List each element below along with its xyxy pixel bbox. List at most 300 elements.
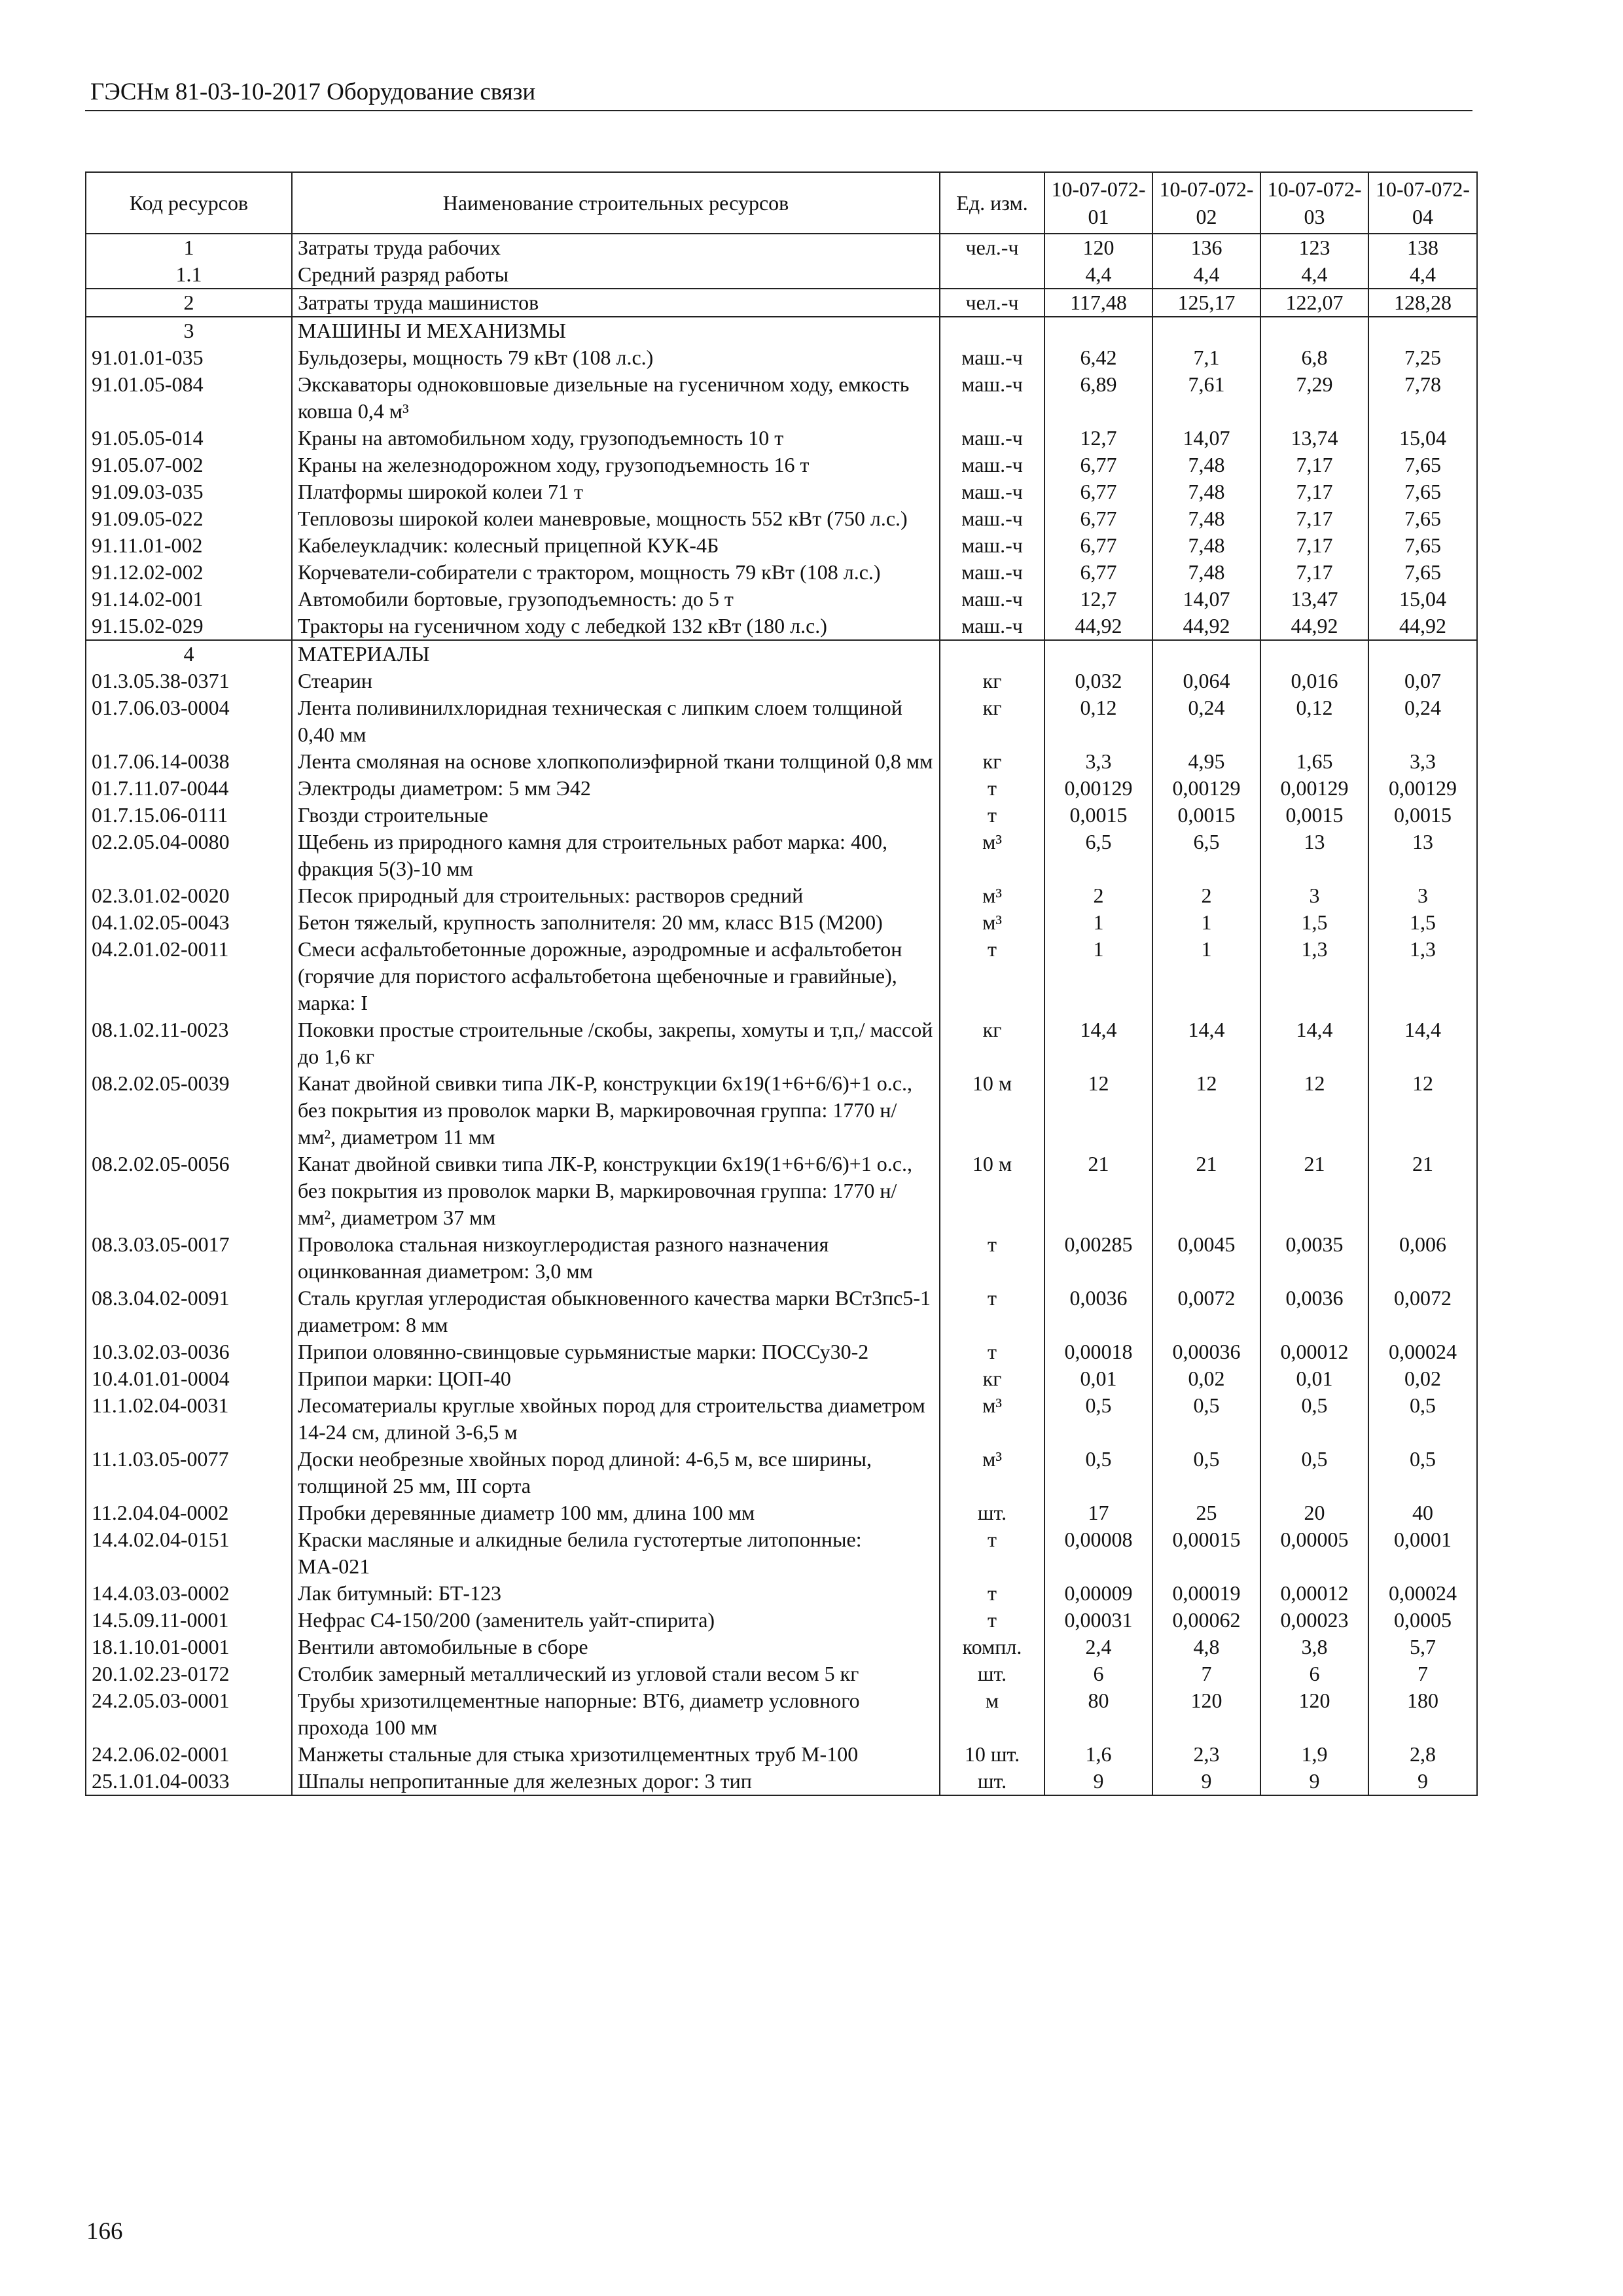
table-row [86,1392,1477,1446]
table-row [86,505,1477,532]
resource-code: 08.2.02.05-0039 [86,1070,292,1151]
table-row [86,1580,1477,1607]
table-row [86,1634,1477,1660]
resource-code: 14.5.09.11-0001 [86,1607,292,1634]
table-row [86,1499,1477,1526]
resource-code: 3 [86,317,292,344]
resource-name: Канат двойной свивки типа ЛК-Р, конструкции 6х19(1+6+6/6)+1 о.с., без покрытия из проволок марки В, маркировочная группа: 1770 н/мм², диаметром 11 мм [292,1070,940,1151]
resource-code: 08.1.02.11-0023 [86,1016,292,1070]
resource-name: Лесоматериалы круглые хвойных пород для строительства диаметром 14-24 см, длиной 3-6,5 м [292,1392,940,1446]
table-row [86,1446,1477,1499]
resource-value-1: 6 [1044,1660,1152,1687]
table-row [86,1285,1477,1338]
resource-value-3: 0,00129 [1260,775,1368,802]
header-name: Наименование строительных ресурсов [292,172,940,234]
resource-value-1 [1044,317,1152,344]
resource-name: Манжеты стальные для стыка хризотилцементных труб М-100 [292,1741,940,1768]
resource-name: Корчеватели-собиратели с трактором, мощность 79 кВт (108 л.с.) [292,559,940,586]
resource-value-4: 180 [1368,1687,1477,1741]
resource-value-1: 0,00031 [1044,1607,1152,1634]
resource-code: 4 [86,640,292,668]
resource-code: 04.2.01.02-0011 [86,936,292,1016]
resource-value-4: 7,65 [1368,505,1477,532]
resource-unit: м³ [940,882,1044,909]
resource-value-4: 0,006 [1368,1231,1477,1285]
resource-value-1: 0,01 [1044,1365,1152,1392]
resource-value-4: 0,0001 [1368,1526,1477,1580]
resource-name: Затраты труда рабочих [292,234,940,261]
resource-value-2: 136 [1152,234,1260,261]
resource-unit: кг [940,748,1044,775]
table-row [86,1607,1477,1634]
resource-value-2: 2 [1152,882,1260,909]
resource-code: 01.7.06.03-0004 [86,694,292,748]
resource-name: Гвозди строительные [292,802,940,829]
resource-name: Краски масляные и алкидные белила густотертые литопонные: МА-021 [292,1526,940,1580]
resource-code: 01.7.11.07-0044 [86,775,292,802]
resource-unit: 10 м [940,1070,1044,1151]
resource-value-2: 0,24 [1152,694,1260,748]
resource-value-1: 0,5 [1044,1446,1152,1499]
resource-code: 91.09.05-022 [86,505,292,532]
resource-unit: шт. [940,1768,1044,1795]
resource-unit: т [940,1580,1044,1607]
resource-unit: кг [940,668,1044,694]
table-row [86,1526,1477,1580]
table-row [86,775,1477,802]
resource-unit: маш.-ч [940,425,1044,452]
resource-code: 91.05.07-002 [86,452,292,478]
resource-value-2: 0,0045 [1152,1231,1260,1285]
table-row [86,1151,1477,1231]
resource-value-3: 0,00023 [1260,1607,1368,1634]
resource-value-3: 0,0036 [1260,1285,1368,1338]
resource-value-4: 15,04 [1368,425,1477,452]
resource-value-3: 0,5 [1260,1392,1368,1446]
resource-unit: м³ [940,909,1044,936]
resource-code: 25.1.01.04-0033 [86,1768,292,1795]
resource-unit: компл. [940,1634,1044,1660]
resource-value-2: 120 [1152,1687,1260,1741]
resource-name: Пробки деревянные диаметр 100 мм, длина 100 мм [292,1499,940,1526]
resource-code: 18.1.10.01-0001 [86,1634,292,1660]
resource-value-3: 0,5 [1260,1446,1368,1499]
resource-value-3: 0,0035 [1260,1231,1368,1285]
table-header-row [86,172,1477,234]
resource-value-1: 0,0015 [1044,802,1152,829]
resource-unit: т [940,1338,1044,1365]
resource-value-2: 7,48 [1152,505,1260,532]
resource-code: 11.1.02.04-0031 [86,1392,292,1446]
resource-code: 2 [86,289,292,317]
resource-value-1: 6,77 [1044,478,1152,505]
resource-value-1: 12,7 [1044,586,1152,613]
resource-value-3: 20 [1260,1499,1368,1526]
resource-value-4: 5,7 [1368,1634,1477,1660]
resource-value-3: 13,74 [1260,425,1368,452]
resource-unit: маш.-ч [940,505,1044,532]
resource-code: 91.01.05-084 [86,371,292,425]
resource-value-4: 7,65 [1368,532,1477,559]
resource-value-2: 14,4 [1152,1016,1260,1070]
resource-value-4: 7,65 [1368,452,1477,478]
resource-value-4: 44,92 [1368,613,1477,640]
resource-value-2: 0,02 [1152,1365,1260,1392]
resource-value-1: 0,00285 [1044,1231,1152,1285]
resource-value-4: 7,25 [1368,344,1477,371]
resource-value-3: 13 [1260,829,1368,882]
resource-unit: маш.-ч [940,559,1044,586]
table-row [86,1338,1477,1365]
resource-value-4: 1,5 [1368,909,1477,936]
resource-value-1: 12,7 [1044,425,1152,452]
resource-value-3: 12 [1260,1070,1368,1151]
resource-name: Шпалы непропитанные для железных дорог: 3 тип [292,1768,940,1795]
resource-value-2 [1152,640,1260,668]
resource-value-2: 6,5 [1152,829,1260,882]
resource-unit: маш.-ч [940,586,1044,613]
resource-value-1: 6,89 [1044,371,1152,425]
resource-value-4: 12 [1368,1070,1477,1151]
resource-value-1: 6,77 [1044,452,1152,478]
resource-value-2: 0,00015 [1152,1526,1260,1580]
resource-name: Сталь круглая углеродистая обыкновенного качества марки ВСт3пс5-1 диаметром: 8 мм [292,1285,940,1338]
resource-value-4: 7,65 [1368,559,1477,586]
resource-value-1: 17 [1044,1499,1152,1526]
resource-value-3: 14,4 [1260,1016,1368,1070]
table-row [86,1016,1477,1070]
table-row [86,478,1477,505]
resource-code: 11.1.03.05-0077 [86,1446,292,1499]
table-row [86,1768,1477,1795]
resource-value-4: 0,5 [1368,1446,1477,1499]
resource-value-2: 0,00019 [1152,1580,1260,1607]
resource-value-2: 0,00062 [1152,1607,1260,1634]
resource-name: Смеси асфальтобетонные дорожные, аэродромные и асфальтобетон (горячие для пористого асфальтобетона щебеночные и гравийные), марка: I [292,936,940,1016]
resource-unit: м³ [940,1392,1044,1446]
resource-unit: маш.-ч [940,478,1044,505]
resource-value-2: 0,5 [1152,1392,1260,1446]
resource-name: Автомобили бортовые, грузоподъемность: до 5 т [292,586,940,613]
table-row [86,1687,1477,1741]
resource-name: Стеарин [292,668,940,694]
page-number: 166 [86,2218,123,2245]
table-row [86,234,1477,261]
resource-name: Лак битумный: БТ-123 [292,1580,940,1607]
resource-value-2 [1152,317,1260,344]
resource-value-1: 44,92 [1044,613,1152,640]
resource-code: 24.2.06.02-0001 [86,1741,292,1768]
resource-code: 91.11.01-002 [86,532,292,559]
resource-unit: маш.-ч [940,344,1044,371]
resource-unit: чел.-ч [940,234,1044,261]
table-row [86,640,1477,668]
resource-name: Вентили автомобильные в сборе [292,1634,940,1660]
resource-value-3: 6 [1260,1660,1368,1687]
table-row [86,452,1477,478]
resource-value-4: 7,65 [1368,478,1477,505]
resource-value-2: 4,95 [1152,748,1260,775]
table-row [86,289,1477,317]
resource-code: 08.2.02.05-0056 [86,1151,292,1231]
resource-code: 01.7.06.14-0038 [86,748,292,775]
resource-code: 02.3.01.02-0020 [86,882,292,909]
header-col-3: 10-07-072-03 [1260,172,1368,234]
resource-value-2: 25 [1152,1499,1260,1526]
resource-name: МАШИНЫ И МЕХАНИЗМЫ [292,317,940,344]
resource-value-2: 7,48 [1152,478,1260,505]
table-row [86,532,1477,559]
resource-code: 91.15.02-029 [86,613,292,640]
resource-value-4 [1368,317,1477,344]
table-row [86,559,1477,586]
resource-value-1: 0,5 [1044,1392,1152,1446]
resource-unit: т [940,775,1044,802]
resource-unit [940,317,1044,344]
resource-unit: маш.-ч [940,532,1044,559]
resource-value-3: 1,65 [1260,748,1368,775]
resource-unit: м³ [940,829,1044,882]
resource-value-3: 7,17 [1260,532,1368,559]
resource-name: Припои оловянно-свинцовые сурьмянистые марки: ПОССу30-2 [292,1338,940,1365]
header-col-1: 10-07-072-01 [1044,172,1152,234]
resource-value-4: 0,0015 [1368,802,1477,829]
resource-unit: шт. [940,1660,1044,1687]
resource-value-1: 2 [1044,882,1152,909]
resource-value-4: 0,02 [1368,1365,1477,1392]
table-row [86,586,1477,613]
resource-value-3: 0,016 [1260,668,1368,694]
resource-value-2: 125,17 [1152,289,1260,317]
resource-name: Электроды диаметром: 5 мм Э42 [292,775,940,802]
resource-code: 91.12.02-002 [86,559,292,586]
table-row [86,802,1477,829]
resource-value-3: 7,17 [1260,559,1368,586]
resource-value-3: 123 [1260,234,1368,261]
resource-value-1: 1,6 [1044,1741,1152,1768]
resource-unit: т [940,936,1044,1016]
resource-value-3: 3,8 [1260,1634,1368,1660]
resource-value-1: 0,00008 [1044,1526,1152,1580]
resource-value-1: 6,77 [1044,532,1152,559]
resource-value-1: 14,4 [1044,1016,1152,1070]
resource-value-2: 14,07 [1152,586,1260,613]
resource-unit: маш.-ч [940,371,1044,425]
resource-value-1: 0,12 [1044,694,1152,748]
resource-name: Тракторы на гусеничном ходу с лебедкой 132 кВт (180 л.с.) [292,613,940,640]
resource-value-4: 21 [1368,1151,1477,1231]
resource-unit [940,640,1044,668]
table-row [86,1660,1477,1687]
table-row [86,909,1477,936]
resource-value-4: 0,00129 [1368,775,1477,802]
table-row [86,1070,1477,1151]
resource-value-4: 1,3 [1368,936,1477,1016]
resource-name: Доски необрезные хвойных пород длиной: 4-6,5 м, все ширины, толщиной 25 мм, III сорта [292,1446,940,1499]
resource-value-2: 14,07 [1152,425,1260,452]
resource-name: Бетон тяжелый, крупность заполнителя: 20 мм, класс В15 (М200) [292,909,940,936]
resource-unit: м [940,1687,1044,1741]
resource-value-1: 21 [1044,1151,1152,1231]
resource-code: 91.01.01-035 [86,344,292,371]
resource-name: Канат двойной свивки типа ЛК-Р, конструкции 6х19(1+6+6/6)+1 о.с., без покрытия из проволок марки В, маркировочная группа: 1770 н/мм², диаметром 37 мм [292,1151,940,1231]
resource-value-4 [1368,640,1477,668]
resource-name: Тепловозы широкой колеи маневровые, мощность 552 кВт (750 л.с.) [292,505,940,532]
resource-code: 91.14.02-001 [86,586,292,613]
resource-name: Трубы хризотилцементные напорные: ВТ6, диаметр условного прохода 100 мм [292,1687,940,1741]
table-row [86,613,1477,640]
resource-value-1: 120 [1044,234,1152,261]
resource-code: 14.4.02.04-0151 [86,1526,292,1580]
resource-value-4: 7 [1368,1660,1477,1687]
resource-value-4: 0,00024 [1368,1338,1477,1365]
resource-name: Платформы широкой колеи 71 т [292,478,940,505]
resource-name: Лента смоляная на основе хлопкополиэфирной ткани толщиной 0,8 мм [292,748,940,775]
resource-unit: 10 шт. [940,1741,1044,1768]
resource-value-4: 128,28 [1368,289,1477,317]
table-row [86,748,1477,775]
resource-value-2: 4,8 [1152,1634,1260,1660]
resource-value-2: 7,1 [1152,344,1260,371]
resource-name: Нефрас С4-150/200 (заменитель уайт-спирита) [292,1607,940,1634]
resource-unit: кг [940,694,1044,748]
header-col-4: 10-07-072-04 [1368,172,1477,234]
resources-table [85,171,1478,1796]
resource-value-3: 4,4 [1260,261,1368,289]
resource-value-4: 0,00024 [1368,1580,1477,1607]
table-row [86,317,1477,344]
resource-unit: кг [940,1365,1044,1392]
table-row [86,371,1477,425]
resource-value-3: 7,17 [1260,452,1368,478]
table-row [86,694,1477,748]
resource-value-2: 1 [1152,936,1260,1016]
table-row [86,1231,1477,1285]
resource-value-1: 0,0036 [1044,1285,1152,1338]
resource-code: 08.3.04.02-0091 [86,1285,292,1338]
resource-value-2: 44,92 [1152,613,1260,640]
resource-value-4: 13 [1368,829,1477,882]
resource-value-3: 0,0015 [1260,802,1368,829]
resource-value-3: 0,01 [1260,1365,1368,1392]
resource-code: 01.7.15.06-0111 [86,802,292,829]
resource-value-1: 6,5 [1044,829,1152,882]
resource-value-2: 7,48 [1152,532,1260,559]
resource-value-2: 7 [1152,1660,1260,1687]
table-row [86,668,1477,694]
resource-code: 91.05.05-014 [86,425,292,452]
resource-value-2: 0,5 [1152,1446,1260,1499]
resource-name: МАТЕРИАЛЫ [292,640,940,668]
resource-value-4: 3,3 [1368,748,1477,775]
resource-value-3: 13,47 [1260,586,1368,613]
resource-unit: т [940,802,1044,829]
resource-value-4: 40 [1368,1499,1477,1526]
resource-value-3: 7,17 [1260,505,1368,532]
resource-value-4: 0,0072 [1368,1285,1477,1338]
resource-code: 24.2.05.03-0001 [86,1687,292,1741]
resource-code: 1 [86,234,292,261]
resource-value-3: 7,17 [1260,478,1368,505]
resource-value-3: 1,5 [1260,909,1368,936]
resource-value-2: 0,00036 [1152,1338,1260,1365]
resource-value-4: 0,07 [1368,668,1477,694]
resource-value-2: 9 [1152,1768,1260,1795]
resource-value-2: 4,4 [1152,261,1260,289]
header-unit: Ед. изм. [940,172,1044,234]
resource-code: 11.2.04.04-0002 [86,1499,292,1526]
resource-code: 02.2.05.04-0080 [86,829,292,882]
resource-code: 14.4.03.03-0002 [86,1580,292,1607]
resource-value-1: 9 [1044,1768,1152,1795]
resource-value-1: 6,77 [1044,505,1152,532]
resource-code: 01.3.05.38-0371 [86,668,292,694]
resource-value-1: 0,032 [1044,668,1152,694]
table-row [86,882,1477,909]
resource-value-2: 0,0015 [1152,802,1260,829]
resource-value-3: 122,07 [1260,289,1368,317]
resource-value-2: 21 [1152,1151,1260,1231]
resource-value-4: 0,24 [1368,694,1477,748]
resource-code: 10.3.02.03-0036 [86,1338,292,1365]
resource-unit: т [940,1526,1044,1580]
resource-value-3: 0,12 [1260,694,1368,748]
resource-name: Песок природный для строительных: растворов средний [292,882,940,909]
resource-value-3 [1260,640,1368,668]
resource-name: Затраты труда машинистов [292,289,940,317]
resource-value-4: 3 [1368,882,1477,909]
resource-value-2: 0,00129 [1152,775,1260,802]
table-row [86,425,1477,452]
resource-value-3: 120 [1260,1687,1368,1741]
resource-value-1: 2,4 [1044,1634,1152,1660]
resource-value-1: 1 [1044,909,1152,936]
resource-value-1: 0,00009 [1044,1580,1152,1607]
page-header [85,73,1472,111]
resource-name: Средний разряд работы [292,261,940,289]
resource-value-3: 0,00012 [1260,1580,1368,1607]
resource-value-2: 7,48 [1152,559,1260,586]
resource-name: Щебень из природного камня для строительных работ марка: 400, фракция 5(3)-10 мм [292,829,940,882]
resource-name: Лента поливинилхлоридная техническая с липким слоем толщиной 0,40 мм [292,694,940,748]
table-row [86,1741,1477,1768]
table-body [86,234,1477,1795]
resource-value-2: 2,3 [1152,1741,1260,1768]
header-col-2: 10-07-072-02 [1152,172,1260,234]
resource-value-4: 9 [1368,1768,1477,1795]
resource-value-3: 0,00012 [1260,1338,1368,1365]
resource-value-3: 9 [1260,1768,1368,1795]
resource-value-4: 15,04 [1368,586,1477,613]
resource-value-1: 0,00018 [1044,1338,1152,1365]
document-title: ГЭСНм 81-03-10-2017 Оборудование связи [90,79,536,105]
resource-value-1 [1044,640,1152,668]
resource-value-1: 1 [1044,936,1152,1016]
header-code: Код ресурсов [86,172,292,234]
resource-value-2: 1 [1152,909,1260,936]
resource-name: Поковки простые строительные /скобы, закрепы, хомуты и т,п,/ массой до 1,6 кг [292,1016,940,1070]
resource-name: Бульдозеры, мощность 79 кВт (108 л.с.) [292,344,940,371]
resource-unit: шт. [940,1499,1044,1526]
resource-value-1: 4,4 [1044,261,1152,289]
table-row [86,344,1477,371]
resource-code: 08.3.03.05-0017 [86,1231,292,1285]
resource-value-2: 0,0072 [1152,1285,1260,1338]
resource-value-2: 0,064 [1152,668,1260,694]
resource-name: Экскаваторы одноковшовые дизельные на гусеничном ходу, емкость ковша 0,4 м³ [292,371,940,425]
resource-value-4: 0,5 [1368,1392,1477,1446]
resource-code: 04.1.02.05-0043 [86,909,292,936]
